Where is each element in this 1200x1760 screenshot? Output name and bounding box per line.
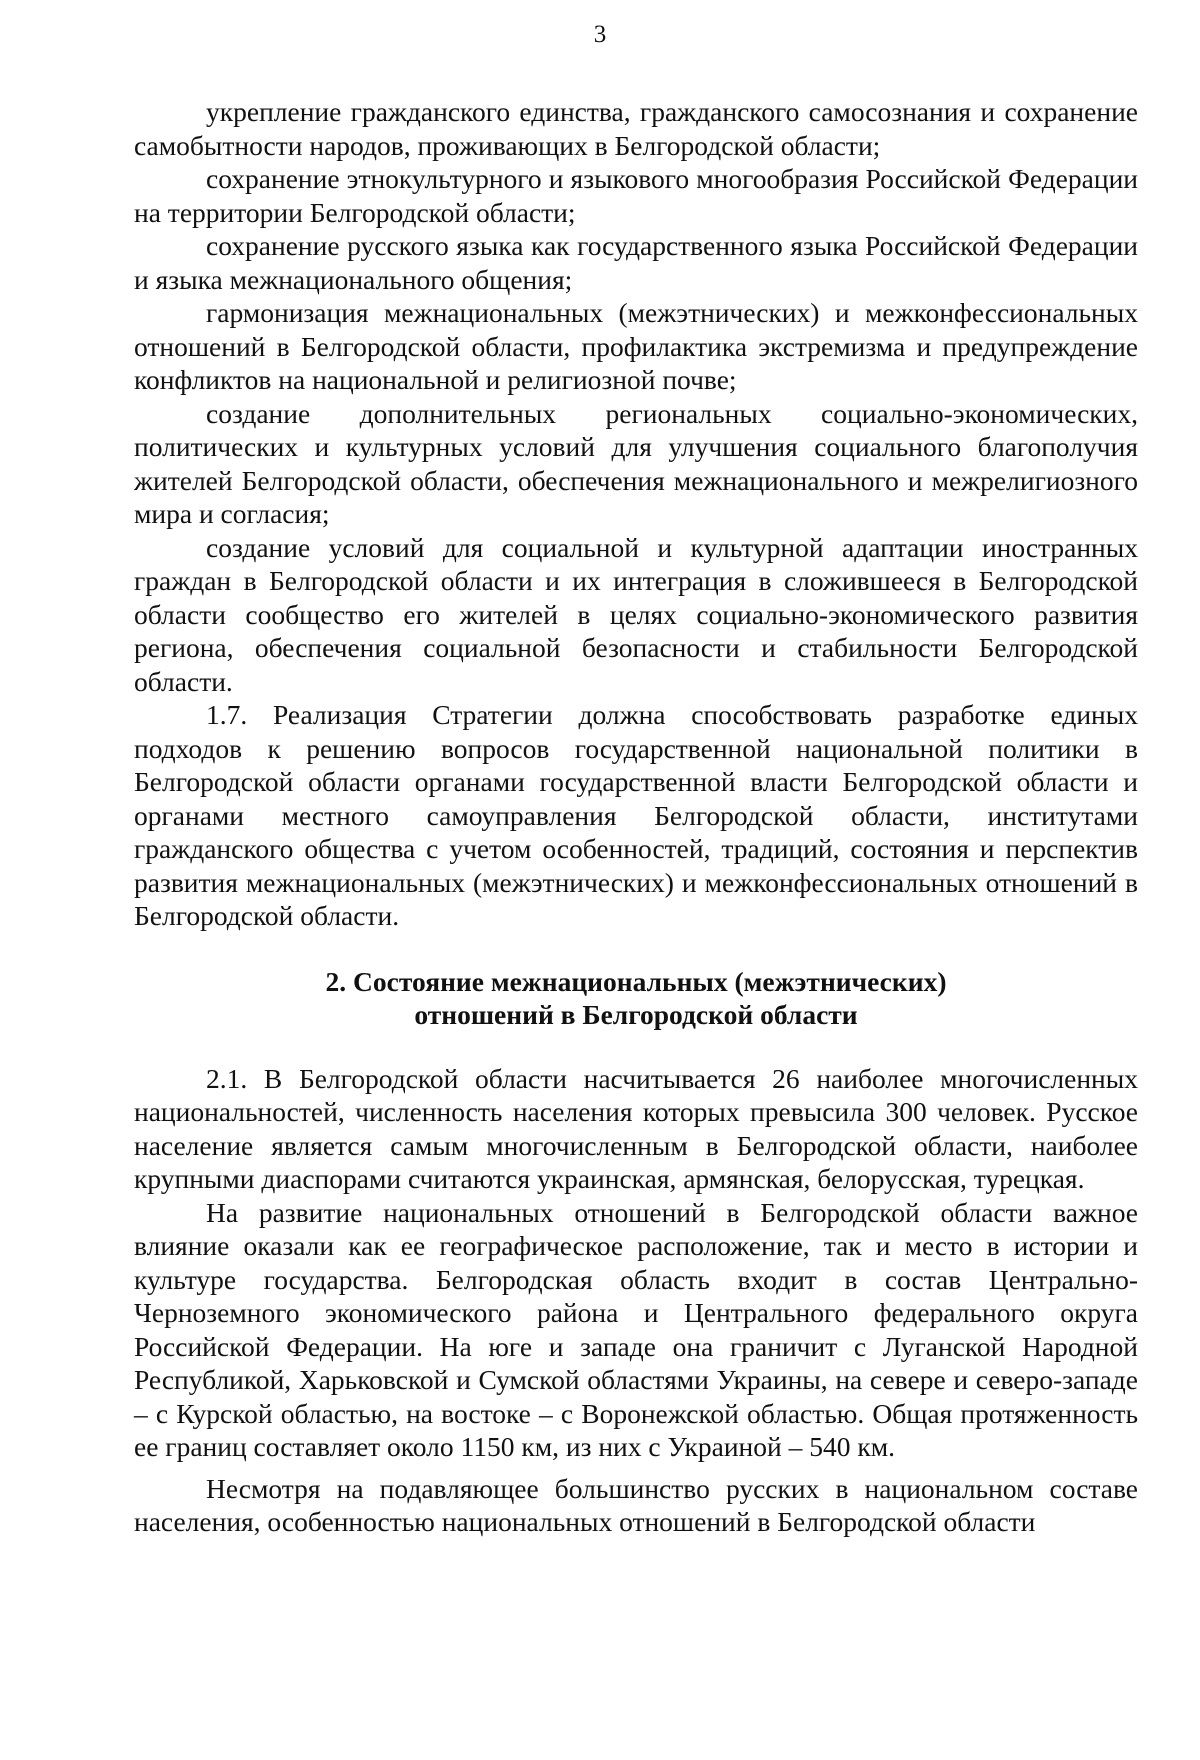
paragraph-2-1: 2.1. В Белгородской области насчитывается 26 наиболее многочисленных национальностей, численность населения которых превысила 300 человек. Русское население является самым многочисленным в Белгородской области, наиболее крупными диаспорами считаются украинская, армянская, белорусская, турецкая.: [134, 1062, 1138, 1194]
document-body: [134, 95, 1138, 1539]
page-number: 3: [593, 21, 607, 48]
list-item: укрепление гражданского единства, гражданского самосознания и сохранение самобытности народов, проживающих в Белгородской области;: [134, 96, 1138, 161]
paragraph-composition: Несмотря на подавляющее большинство русских в национальном составе населения, особенностью национальных отношений в Белгородской области: [134, 1472, 1138, 1537]
paragraph-geography: На развитие национальных отношений в Белгородской области важное влияние оказали как ее географическое расположение, так и место в истории и культуре государства. Белгородская область входит в состав Центрально-Черноземного экономического района и Центрального федерального округа Российской Федерации. На юге и западе она граничит с Луганской Народной Республикой, Харьковской и Сумской областями Украины, на севере и северо-западе – с Курской областью, на востоке – с Воронежской областью. Общая протяженность ее границ составляет около 1150 км, из них с Украиной – 540 км.: [134, 1196, 1138, 1462]
section-heading-line-2: отношений в Белгородской области: [414, 999, 858, 1030]
list-item: создание условий для социальной и культурной адаптации иностранных граждан в Белгородской области и их интеграция в сложившееся в Белгородской области сообщество его жителей в целях социально-экономического развития региона, обеспечения социальной безопасности и стабильности Белгородской области.: [134, 531, 1138, 697]
paragraph-1-7: 1.7. Реализация Стратегии должна способствовать разработке единых подходов к решению вопросов государственной национальной политики в Белгородской области органами государственной власти Белгородской области и органами местного самоуправления Белгородской области, институтами гражданского общества с учетом особенностей, традиций, состояния и перспектив развития межнациональных (межэтнических) и межконфессиональных отношений в Белгородской области.: [134, 699, 1138, 931]
section-heading-line-1: 2. Состояние межнациональных (межэтнических): [325, 965, 947, 997]
list-item: сохранение этнокультурного и языкового многообразия Российской Федерации на территории Белгородской области;: [134, 163, 1138, 228]
list-item: создание дополнительных региональных социально-экономических, политических и культурных условий для улучшения социального благополучия жителей Белгородской области, обеспечения межнационального и межрелигиозного мира и согласия;: [134, 397, 1138, 529]
list-item: гармонизация межнациональных (межэтнических) и межконфессиональных отношений в Белгородской области, профилактика экстремизма и предупреждение конфликтов на национальной и религиозной почве;: [134, 297, 1138, 395]
list-item: сохранение русского языка как государственного языка Российской Федерации и языка межнационального общения;: [134, 230, 1138, 295]
section-heading: [134, 965, 1138, 1032]
